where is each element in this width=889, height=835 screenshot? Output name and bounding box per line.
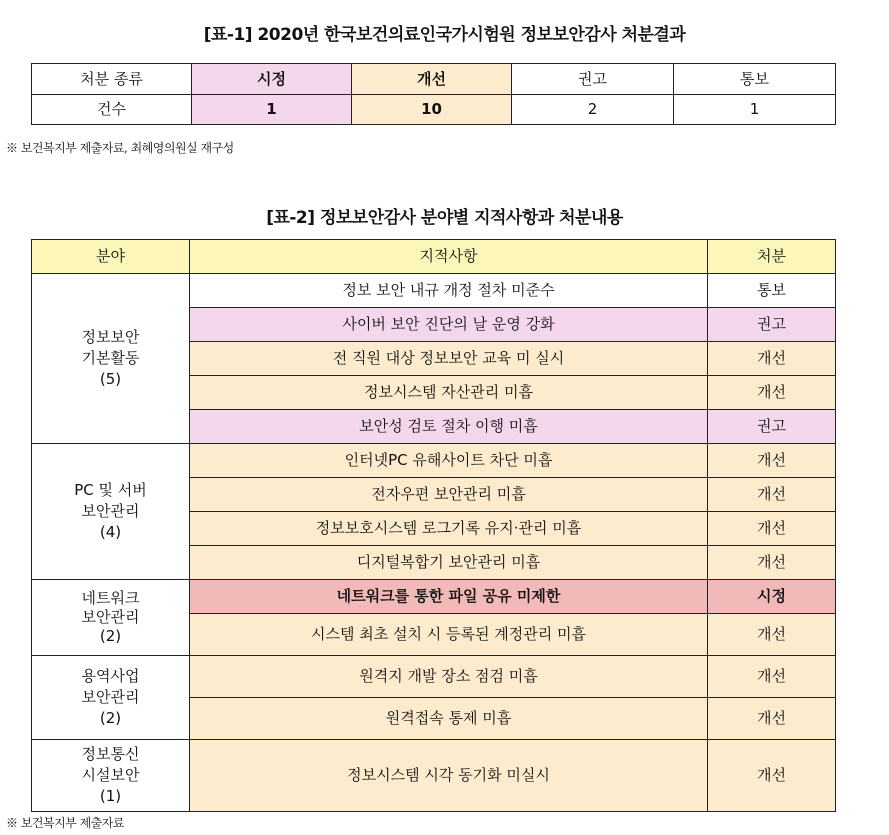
header-cell-finding: 지적사항 — [190, 240, 708, 274]
action-cell: 통보 — [708, 274, 836, 308]
action-cell: 개선 — [708, 740, 836, 812]
count-label: 건수 — [32, 95, 192, 125]
finding-cell: 전자우편 보안관리 미흡 — [190, 478, 708, 512]
finding-cell: 정보 보안 내규 개정 절차 미준수 — [190, 274, 708, 308]
finding-cell: 정보시스템 자산관리 미흡 — [190, 376, 708, 410]
finding-cell: 사이버 보안 진단의 날 운영 강화 — [190, 308, 708, 342]
table1-source-note: ※ 보건복지부 제출자료, 최혜영의원실 재구성 — [6, 141, 234, 155]
field-cell: 네트워크 보안관리 (2) — [32, 580, 190, 656]
table1-header-row — [32, 64, 836, 95]
finding-cell: 디지털복합기 보안관리 미흡 — [190, 546, 708, 580]
table-row — [32, 444, 836, 478]
findings-by-field-table — [31, 239, 836, 812]
finding-cell: 정보시스템 시각 동기화 미실시 — [190, 740, 708, 812]
finding-cell: 인터넷PC 유해사이트 차단 미흡 — [190, 444, 708, 478]
header-cell-correction: 시정 — [192, 64, 352, 95]
header-cell-type: 처분 종류 — [32, 64, 192, 95]
action-cell: 개선 — [708, 546, 836, 580]
field-cell: 정보통신 시설보안 (1) — [32, 740, 190, 812]
action-cell: 개선 — [708, 656, 836, 698]
action-cell: 개선 — [708, 478, 836, 512]
header-cell-notice: 통보 — [674, 64, 836, 95]
count-improvement: 10 — [352, 95, 512, 125]
table1-title: [표-1] 2020년 한국보건의료인국가시험원 정보보안감사 처분결과 — [203, 25, 686, 45]
table-row — [32, 656, 836, 698]
action-cell: 권고 — [708, 308, 836, 342]
table1-count-row — [32, 95, 836, 125]
finding-cell: 시스템 최초 설치 시 등록된 계정관리 미흡 — [190, 614, 708, 656]
table2-source-note: ※ 보건복지부 제출자료 — [6, 816, 124, 830]
action-cell: 권고 — [708, 410, 836, 444]
field-cell: 정보보안 기본활동 (5) — [32, 274, 190, 444]
finding-cell: 전 직원 대상 정보보안 교육 미 실시 — [190, 342, 708, 376]
action-cell: 개선 — [708, 614, 836, 656]
table2-title: [표-2] 정보보안감사 분야별 지적사항과 처분내용 — [266, 208, 623, 228]
header-cell-recommendation: 권고 — [512, 64, 674, 95]
action-cell: 시정 — [708, 580, 836, 614]
table-row — [32, 580, 836, 614]
header-cell-action: 처분 — [708, 240, 836, 274]
action-cell: 개선 — [708, 444, 836, 478]
finding-cell: 보안성 검토 절차 이행 미흡 — [190, 410, 708, 444]
header-cell-improvement: 개선 — [352, 64, 512, 95]
finding-cell: 원격지 개발 장소 점검 미흡 — [190, 656, 708, 698]
finding-cell: 네트워크를 통한 파일 공유 미제한 — [190, 580, 708, 614]
action-cell: 개선 — [708, 512, 836, 546]
table-row — [32, 274, 836, 308]
count-notice: 1 — [674, 95, 836, 125]
table2-header-row — [32, 240, 836, 274]
action-cell: 개선 — [708, 342, 836, 376]
count-correction: 1 — [192, 95, 352, 125]
field-cell: PC 및 서버 보안관리 (4) — [32, 444, 190, 580]
finding-cell: 정보보호시스템 로그기록 유지·관리 미흡 — [190, 512, 708, 546]
finding-cell: 원격접속 통제 미흡 — [190, 698, 708, 740]
count-recommendation: 2 — [512, 95, 674, 125]
field-cell: 용역사업 보안관리 (2) — [32, 656, 190, 740]
disposition-results-table — [31, 63, 836, 125]
action-cell: 개선 — [708, 376, 836, 410]
table-row — [32, 740, 836, 812]
header-cell-field: 분야 — [32, 240, 190, 274]
action-cell: 개선 — [708, 698, 836, 740]
